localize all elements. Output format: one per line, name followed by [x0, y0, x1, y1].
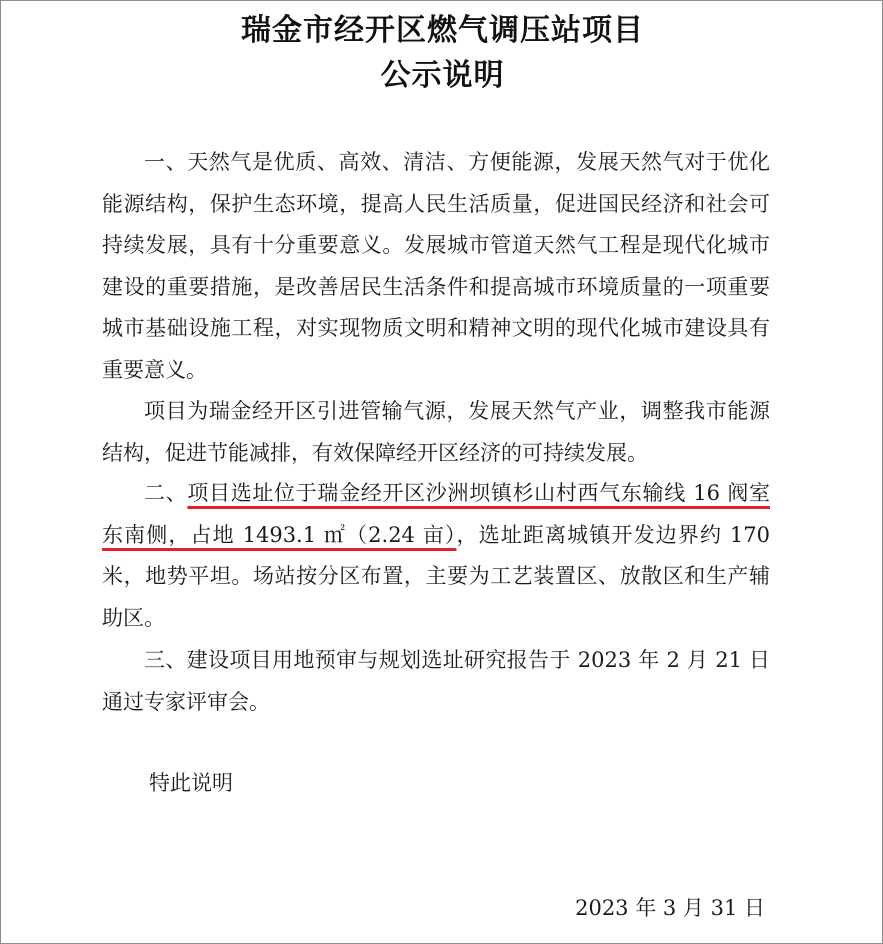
paragraph-site-suffix: ，选址距离城镇开发边界约 170 米，地势平坦。场站按分区布置，主要为工艺装置区、放散区和生产辅助区。: [102, 522, 770, 630]
paragraph-project-purpose: 项目为瑞金经开区引进管输气源，发展天然气产业，调整我市能源结构，促进节能减排，有效保障经开区经济的可持续发展。: [102, 399, 770, 465]
document-title: 瑞金市经开区燃气调压站项目: [241, 13, 644, 48]
paragraph-site-location: [102, 473, 770, 639]
document-date: 2023 年 3 月 31 日: [575, 896, 765, 920]
paragraph-site-prefix: 二、: [144, 481, 188, 505]
highlighted-site-text: 项目选址位于瑞金经开区沙洲坝镇杉山村西气东输线 16 阀室东南侧，占地 1493.1 ㎡（2.24 亩）: [102, 481, 770, 547]
document-subtitle: 公示说明: [380, 58, 505, 93]
paragraph-review-date: 三、建设项目用地预审与规划选址研究报告于 2023 年 2 月 21 日通过专家评审会。: [102, 648, 770, 714]
paragraph-natural-gas-importance: 一、天然气是优质、高效、清洁、方便能源，发展天然气对于优化能源结构，保护生态环境，提高人民生活质量，促进国民经济和社会可持续发展，具有十分重要意义。发展城市管道天然气工程是现代化城市建设的重要措施，是改善居民生活条件和提高城市环境质量的一项重要城市基础设施工程，对实现物质文明和精神文明的现代化城市建设具有重要意义。: [102, 150, 770, 382]
closing-statement: 特此说明: [149, 771, 233, 795]
